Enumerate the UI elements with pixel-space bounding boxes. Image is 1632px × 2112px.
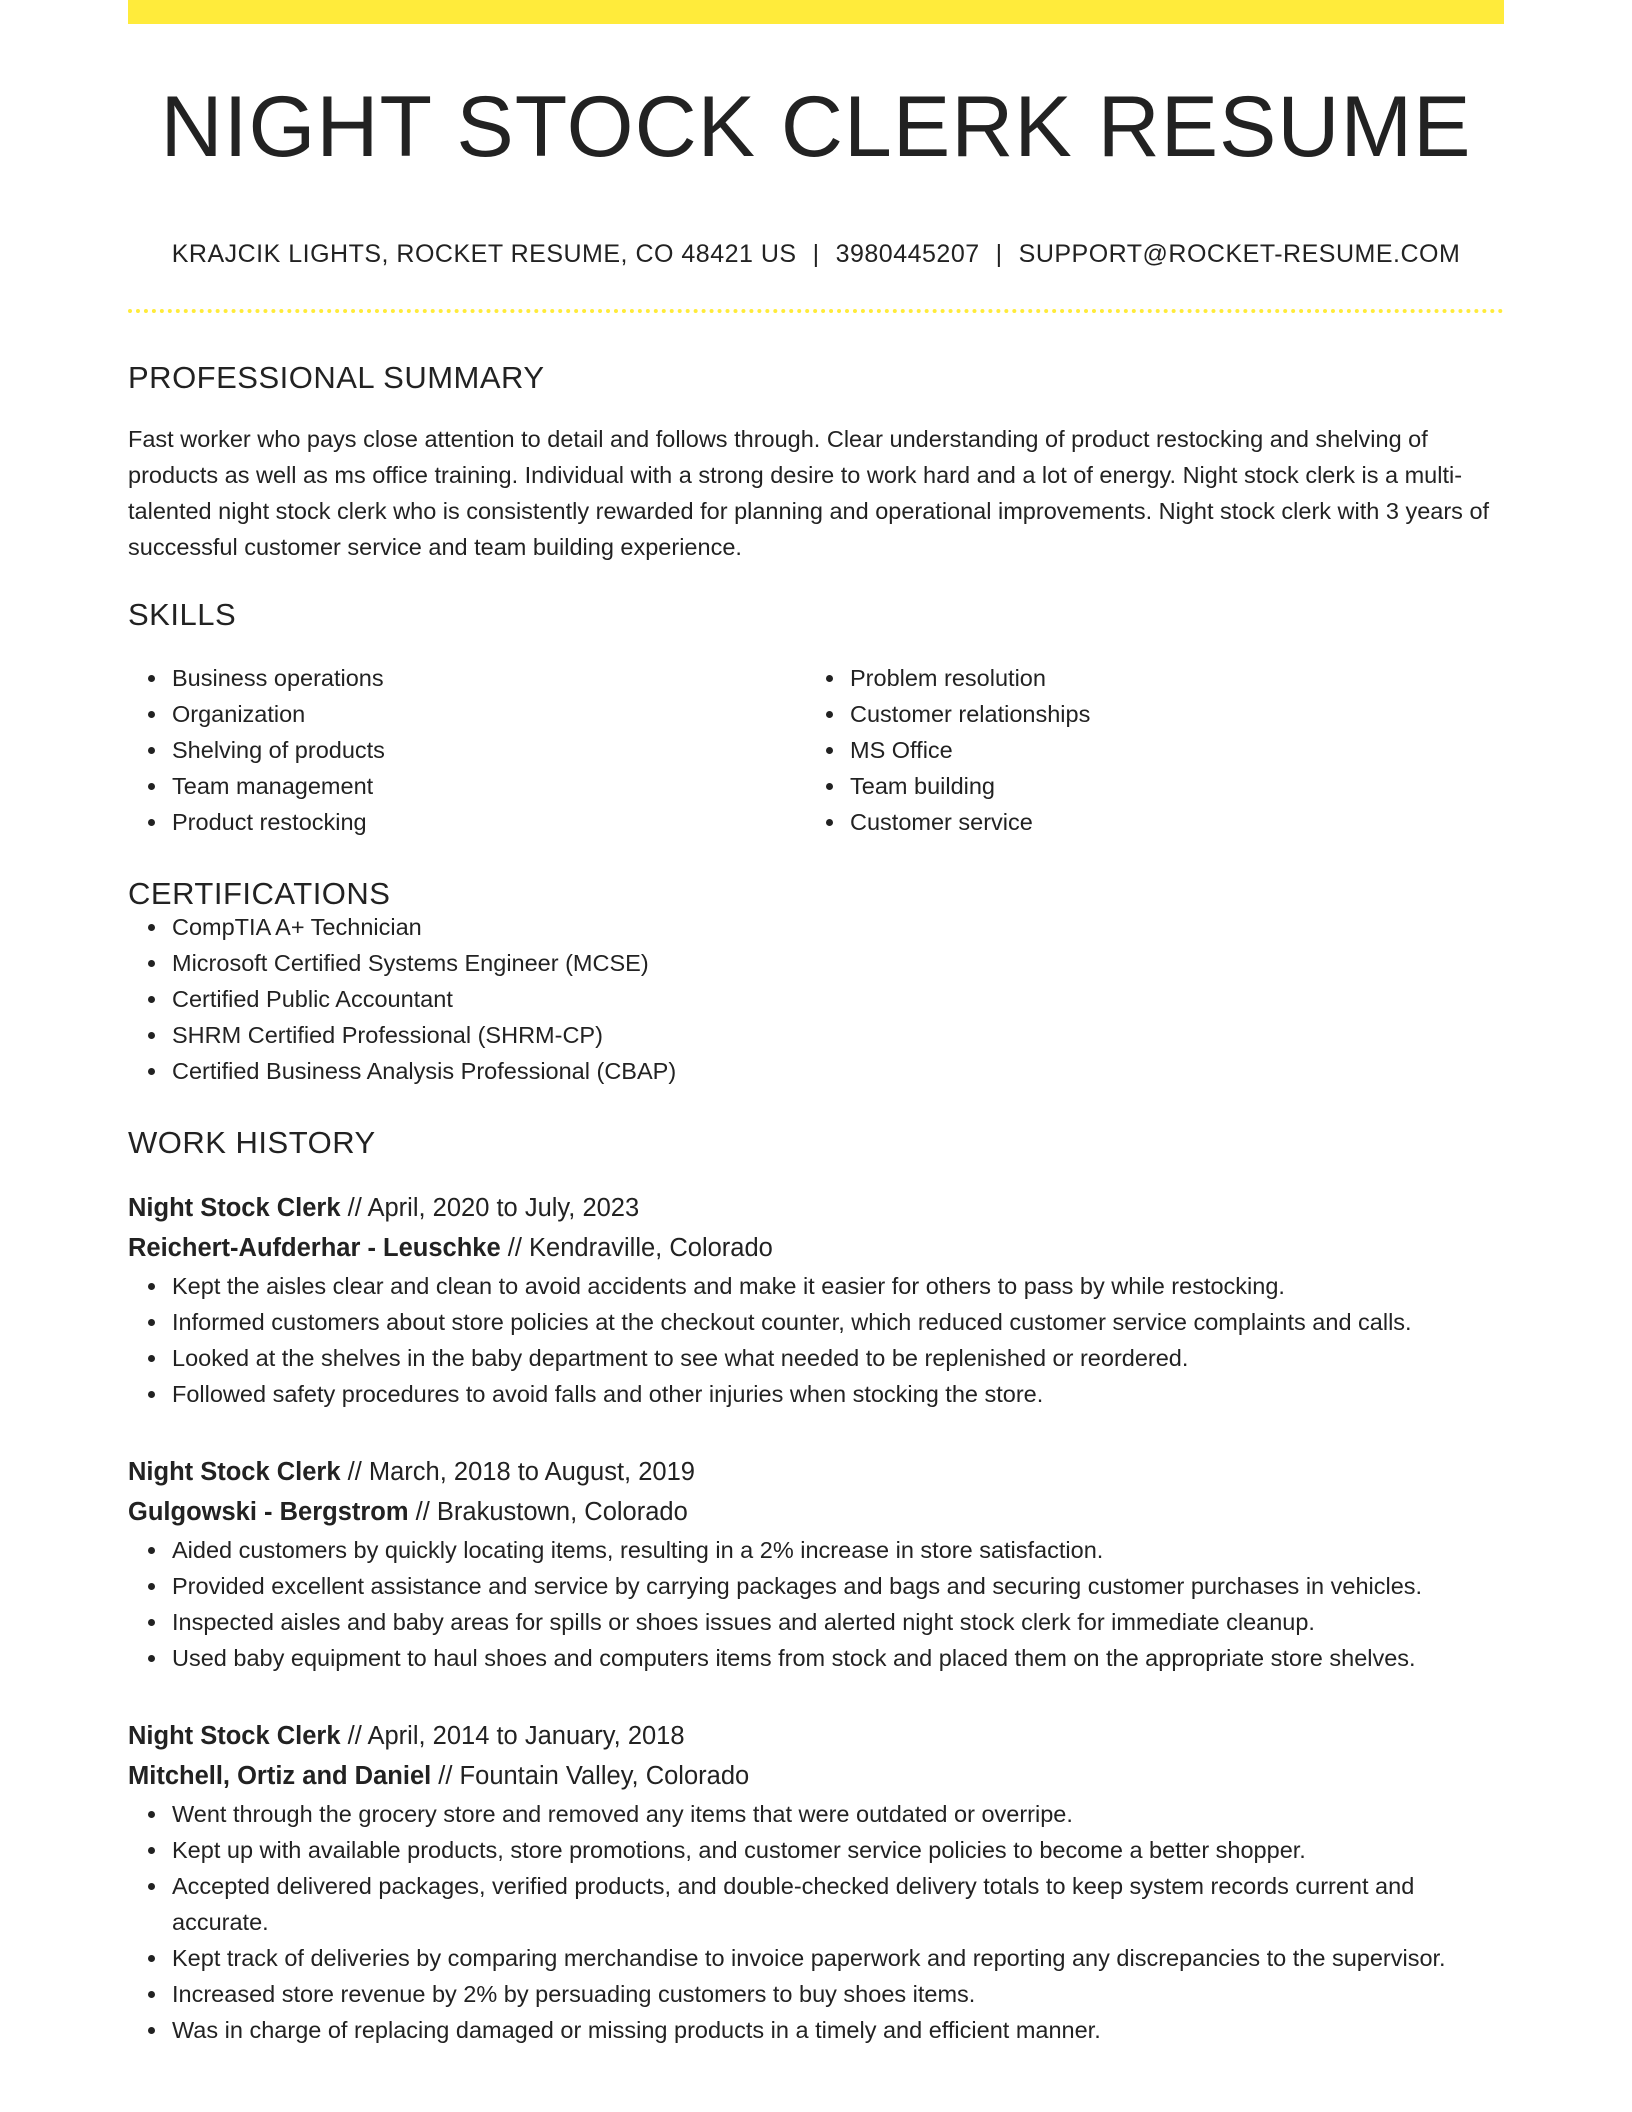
job-company-line [128,1228,1504,1268]
skills-grid [128,660,1504,840]
job-duty-item: Looked at the shelves in the baby department to see what needed to be replenished or reordered. [172,1340,1504,1376]
job-dates: // March, 2018 to August, 2019 [340,1458,695,1486]
job-company: Mitchell, Ortiz and Daniel [128,1762,432,1790]
skills-heading: SKILLS [128,597,237,632]
job-title-line [128,1188,1504,1228]
certification-item: CompTIA A+ Technician [172,909,1504,945]
skill-item: Problem resolution [850,660,1484,696]
job-duty-item: Was in charge of replacing damaged or missing products in a timely and efficient manner. [172,2012,1504,2048]
job-duties-list [128,1532,1504,1676]
job-dates: // April, 2020 to July, 2023 [340,1194,640,1222]
contact-email[interactable]: SUPPORT@ROCKET-RESUME.COM [1018,240,1461,268]
contact-phone[interactable]: 3980445207 [835,240,980,268]
job-role: Night Stock Clerk [128,1194,341,1222]
job-duty-item: Went through the grocery store and removed any items that were outdated or overripe. [172,1796,1504,1832]
skill-item: MS Office [850,732,1484,768]
certification-item: Certified Business Analysis Professional (CBAP) [172,1053,1504,1089]
job-location: // Fountain Valley, Colorado [431,1762,750,1790]
certification-item: SHRM Certified Professional (SHRM-CP) [172,1017,1504,1053]
skill-item: Team management [172,768,806,804]
job-company: Gulgowski - Bergstrom [128,1498,409,1526]
job-location: // Brakustown, Colorado [408,1498,688,1526]
certification-item: Microsoft Certified Systems Engineer (MCSE) [172,945,1504,981]
accent-top-bar [128,0,1504,24]
job-duty-item: Aided customers by quickly locating items, resulting in a 2% increase in store satisfaction. [172,1532,1504,1568]
contact-address: KRAJCIK LIGHTS, ROCKET RESUME, CO 48421 US [171,240,797,268]
job-company: Reichert-Aufderhar - Leuschke [128,1234,501,1262]
job-duty-item: Followed safety procedures to avoid falls and other injuries when stocking the store. [172,1376,1504,1412]
certification-item: Certified Public Accountant [172,981,1504,1017]
skills-left-column [128,660,806,840]
job-role: Night Stock Clerk [128,1458,341,1486]
skill-item: Customer service [850,804,1484,840]
job-duty-item: Accepted delivered packages, verified products, and double-checked delivery totals to keep system records current and accurate. [172,1868,1504,1940]
summary-text: Fast worker who pays close attention to detail and follows through. Clear understanding of product restocking and shelving of products as well as ms office training. Individual with a strong desire to work hard and a lot of energy. Night stock clerk is a multi-talented night stock clerk who is consistently rewarded for planning and operational improvements. Night stock clerk with 3 years of successful customer service and team building experience. [128,426,1490,560]
skill-item: Customer relationships [850,696,1484,732]
resume-title: NIGHT STOCK CLERK RESUME [160,79,1472,175]
skills-right-column [806,660,1484,840]
job-duties-list [128,1268,1504,1412]
job-duties-list [128,1796,1504,2048]
job-duty-item: Kept up with available products, store promotions, and customer service policies to become a better shopper. [172,1832,1504,1868]
skill-item: Organization [172,696,806,732]
job-duty-item: Informed customers about store policies at the checkout counter, which reduced customer service complaints and calls. [172,1304,1504,1340]
summary-heading: PROFESSIONAL SUMMARY [128,360,545,395]
certifications-heading: CERTIFICATIONS [128,876,391,911]
certifications-list [128,909,1504,1089]
job-duty-item: Used baby equipment to haul shoes and computers items from stock and placed them on the appropriate store shelves. [172,1640,1504,1676]
job-entry [128,1452,1504,1676]
job-duty-item: Provided excellent assistance and service by carrying packages and bags and securing customer purchases in vehicles. [172,1568,1504,1604]
job-title-line [128,1452,1504,1492]
job-role: Night Stock Clerk [128,1722,341,1750]
job-dates: // April, 2014 to January, 2018 [340,1722,685,1750]
skill-item: Product restocking [172,804,806,840]
job-duty-item: Increased store revenue by 2% by persuading customers to buy shoes items. [172,1976,1504,2012]
job-entry [128,1188,1504,1412]
dotted-divider [128,309,1504,313]
contact-line [128,240,1504,269]
job-location: // Kendraville, Colorado [500,1234,773,1262]
resume-page [128,0,1504,2048]
job-duty-item: Inspected aisles and baby areas for spills or shoes issues and alerted night stock clerk for immediate cleanup. [172,1604,1504,1640]
job-duty-item: Kept the aisles clear and clean to avoid accidents and make it easier for others to pass by while restocking. [172,1268,1504,1304]
skill-item: Shelving of products [172,732,806,768]
skill-item: Team building [850,768,1484,804]
skill-item: Business operations [172,660,806,696]
job-entry [128,1716,1504,2048]
contact-separator: | [812,240,820,268]
job-title-line [128,1716,1504,1756]
contact-separator: | [995,240,1003,268]
job-company-line [128,1756,1504,1796]
job-company-line [128,1492,1504,1532]
job-duty-item: Kept track of deliveries by comparing merchandise to invoice paperwork and reporting any discrepancies to the supervisor. [172,1940,1504,1976]
work-history-heading: WORK HISTORY [128,1125,376,1160]
